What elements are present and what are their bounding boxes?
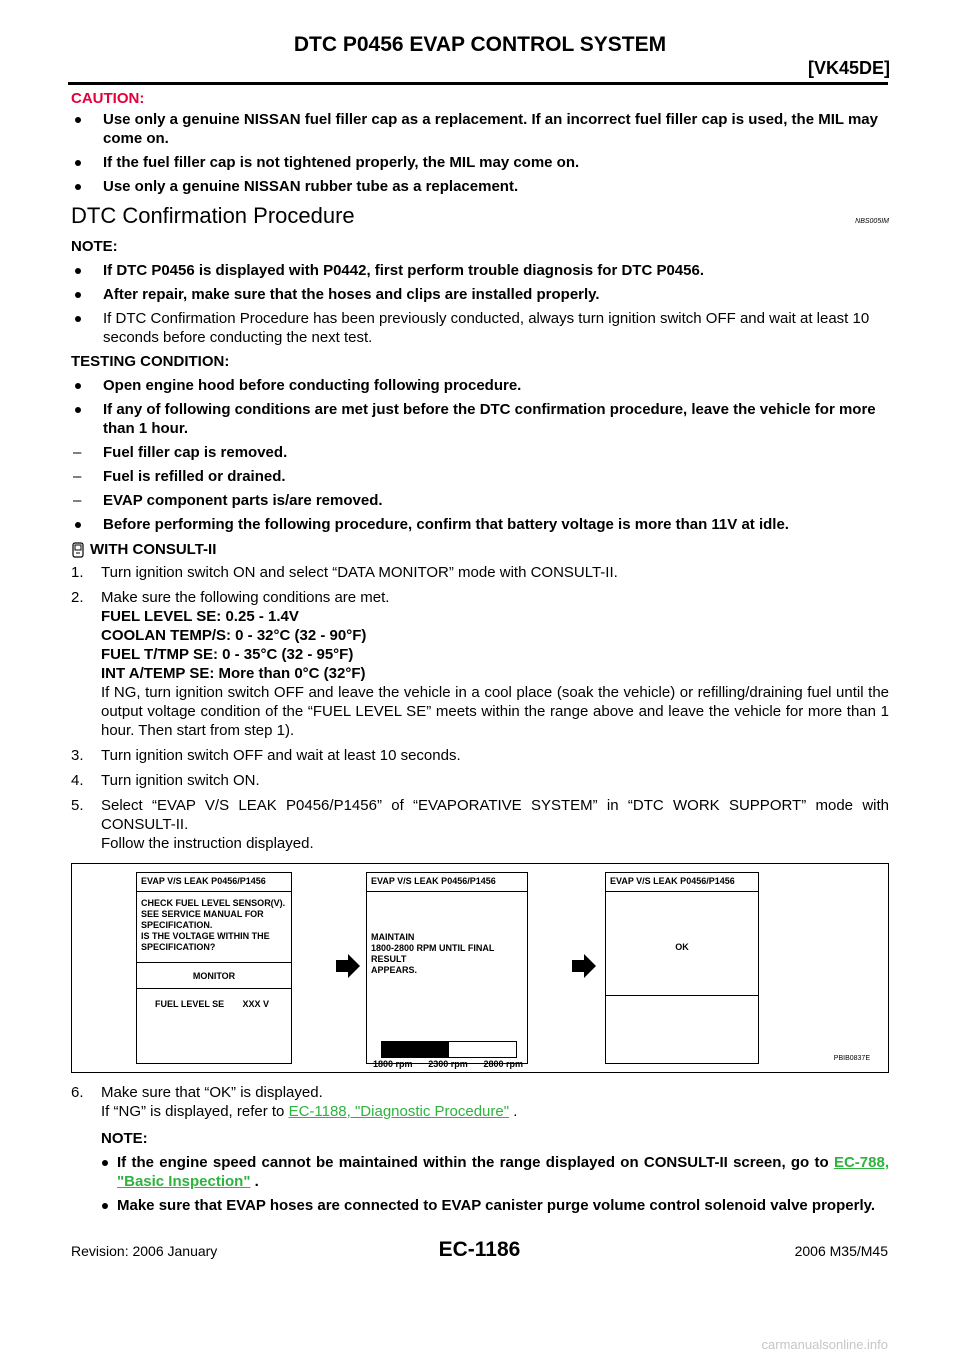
list-item: Open engine hood before conducting following procedure.: [71, 376, 889, 395]
monitor-label: MONITOR: [137, 963, 291, 989]
step-3: 3. Turn ignition switch OFF and wait at least 10 seconds.: [71, 747, 461, 764]
result-text: OK: [606, 892, 758, 996]
page-number: EC-1186: [438, 1238, 521, 1261]
revision-date: Revision: 2006 January: [71, 1243, 218, 1259]
figure-id: PBIB0837E: [833, 1055, 870, 1062]
note2-section: [101, 1129, 889, 1215]
dash-icon: –: [73, 444, 82, 461]
note-label: NOTE:: [71, 238, 118, 255]
step-6: 6. Make sure that “OK” is displayed. If “NG” is displayed, refer to EC-1188, "Diagnostic Procedure" .: [71, 1084, 518, 1120]
section-code: NBS005IM: [855, 218, 889, 225]
testing-subcondition-list: [71, 443, 889, 510]
bullet-icon: [75, 184, 81, 190]
header-divider: [68, 82, 888, 85]
testing-final-list: [71, 515, 889, 534]
consult-tool-icon: [71, 542, 85, 558]
rpm-progress-bar: [381, 1041, 517, 1058]
bullet-icon: [75, 117, 81, 123]
bullet-icon: [75, 160, 81, 166]
dash-icon: –: [73, 492, 82, 509]
step-1: 1. Turn ignition switch ON and select “DATA MONITOR” mode with CONSULT-II.: [71, 564, 618, 581]
bullet-icon: [75, 316, 81, 322]
procedure-steps: [71, 563, 889, 853]
condition-line: FUEL LEVEL SE: 0.25 - 1.4V: [101, 608, 299, 625]
main-content: [71, 89, 889, 1220]
dash-icon: –: [73, 468, 82, 485]
bullet-icon: [75, 407, 81, 413]
list-item: After repair, make sure that the hoses and clips are installed properly.: [71, 285, 889, 304]
section-title: DTC Confirmation Procedure: [71, 203, 355, 228]
list-item: If the engine speed cannot be maintained within the range displayed on CONSULT-II screen, go to EC-788, "Basic Inspection" .: [101, 1153, 889, 1191]
rpm-scale-mid: 2300 rpm: [428, 1059, 468, 1069]
list-item: If any of following conditions are met just before the DTC confirmation procedure, leave the vehicle for more than 1 hour.: [71, 400, 889, 438]
list-item: Before performing the following procedure, confirm that battery voltage is more than 11V at idle.: [71, 515, 889, 534]
step-2: 2. Make sure the following conditions are met. FUEL LEVEL SE: 0.25 - 1.4V COOLAN TEMP/S: 0 - 32°C (32 - 90°F) FUEL T/TMP SE: 0 - 35°C (32 - 95°F) INT A/TEMP SE: More than 0°C (32°F) If NG, turn ignition switch OFF and leave the vehicle in a cool place (soak the vehicle) or refilling/draining fuel until the output voltage condition of the “FUEL LEVEL SE” meets within the range above and leave the vehicle for more than 1 hour. Then start from step 1).: [71, 589, 889, 739]
rpm-scale-low: 1800 rpm: [373, 1059, 413, 1069]
bullet-icon: [102, 1160, 108, 1166]
step-4: 4. Turn ignition switch ON.: [71, 772, 260, 789]
page-title: DTC P0456 EVAP CONTROL SYSTEM: [293, 33, 667, 56]
screen-result-ok: EVAP V/S LEAK P0456/P1456 OK: [605, 872, 759, 1064]
list-item: If DTC P0456 is displayed with P0442, first perform trouble diagnosis for DTC P0456.: [71, 261, 889, 280]
bullet-icon: [75, 383, 81, 389]
list-item: Use only a genuine NISSAN fuel filler cap as a replacement. If an incorrect fuel filler cap is used, the MIL may come on.: [71, 110, 889, 148]
list-item: If the fuel filler cap is not tightened properly, the MIL may come on.: [71, 153, 889, 172]
section-header: [71, 203, 889, 231]
procedure-steps-continued: [71, 1083, 889, 1121]
screen-maintain-rpm: EVAP V/S LEAK P0456/P1456 MAINTAIN 1800-2800 RPM UNTIL FINAL RESULT APPEARS. 1800 rpm 2300 rpm 2800 rpm: [366, 872, 528, 1064]
consult-heading: WITH CONSULT-II: [71, 540, 889, 559]
note-list: [71, 261, 889, 347]
rpm-scale-high: 2800 rpm: [483, 1059, 523, 1069]
list-item: – Fuel filler cap is removed.: [73, 444, 288, 461]
screen-check-fuel-level: EVAP V/S LEAK P0456/P1456 CHECK FUEL LEVEL SENSOR(V). SEE SERVICE MANUAL FOR SPECIFICATION. IS THE VOLTAGE WITHIN THE SPECIFICATION? MONITOR FUEL LEVEL SE XXX V: [136, 872, 292, 1064]
monitor-item-name: FUEL LEVEL SE: [155, 999, 225, 1009]
rpm-progress-fill: [382, 1042, 449, 1057]
list-item: Make sure that EVAP hoses are connected to EVAP canister purge volume control solenoid valve properly.: [101, 1196, 889, 1215]
arrow-right-icon: [336, 954, 360, 978]
note-label: NOTE:: [101, 1130, 148, 1147]
consult-screens-figure: [71, 863, 889, 1073]
list-item: – Fuel is refilled or drained.: [73, 468, 286, 485]
list-item: – EVAP component parts is/are removed.: [73, 492, 383, 509]
bullet-icon: [102, 1203, 108, 1209]
diagnostic-procedure-link[interactable]: EC-1188, "Diagnostic Procedure": [288, 1103, 510, 1120]
monitor-item-value: XXX V: [242, 999, 269, 1009]
bullet-icon: [75, 522, 81, 528]
watermark: carmanualsonline.info: [761, 1337, 888, 1352]
condition-line: INT A/TEMP SE: More than 0°C (32°F): [101, 665, 366, 682]
bullet-icon: [75, 292, 81, 298]
bullet-icon: [75, 268, 81, 274]
list-item: If DTC Confirmation Procedure has been previously conducted, always turn ignition switch OFF and wait at least 10 seconds before conducting the next test.: [71, 309, 889, 347]
basic-inspection-link[interactable]: EC-788, "Basic Inspection": [117, 1154, 889, 1190]
testing-condition-label: TESTING CONDITION:: [71, 353, 230, 370]
caution-list: [71, 110, 889, 196]
engine-model-tag: [VK45DE]: [807, 58, 890, 78]
condition-line: COOLAN TEMP/S: 0 - 32°C (32 - 90°F): [101, 627, 367, 644]
condition-line: FUEL T/TMP SE: 0 - 35°C (32 - 95°F): [101, 646, 354, 663]
caution-title: CAUTION:: [71, 90, 145, 107]
testing-condition-list: [71, 376, 889, 438]
note2-list: [101, 1153, 889, 1215]
arrow-right-icon: [572, 954, 596, 978]
step-5: 5. Select “EVAP V/S LEAK P0456/P1456” of “EVAPORATIVE SYSTEM” in “DTC WORK SUPPORT” mode with CONSULT-II. Follow the instruction displayed.: [71, 797, 889, 852]
vehicle-model: 2006 M35/M45: [794, 1243, 888, 1259]
list-item: Use only a genuine NISSAN rubber tube as a replacement.: [71, 177, 889, 196]
